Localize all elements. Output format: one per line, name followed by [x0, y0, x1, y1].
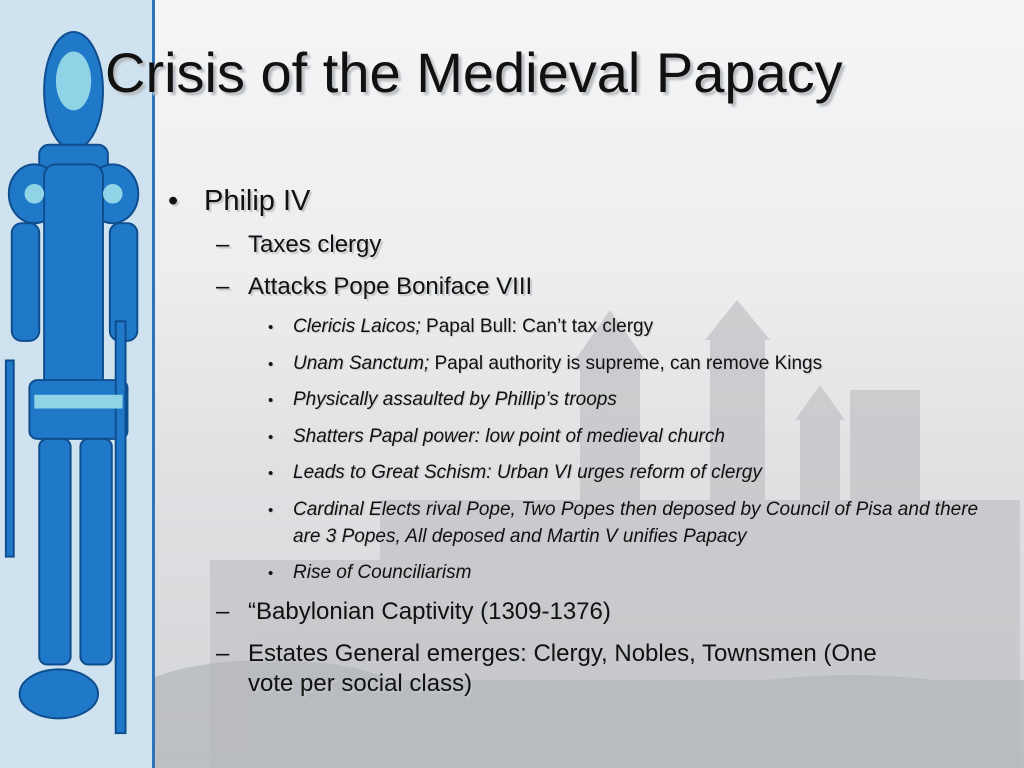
- bullet-marker: •: [268, 392, 274, 410]
- dash-marker: –: [216, 639, 230, 667]
- point-clericis-laicos: [160, 314, 1010, 341]
- knight-image-panel: [0, 0, 155, 768]
- point-italic-text: Unam Sanctum;: [293, 352, 430, 374]
- bullet-marker: •: [268, 428, 274, 446]
- point-italic-text: Physically assaulted by Phillip’s troops: [293, 389, 617, 411]
- point-physically-assaulted: [160, 387, 1010, 414]
- bullet-marker: •: [268, 501, 274, 519]
- subbullet-text: Attacks Pope Boniface VIII: [248, 273, 533, 300]
- point-italic-text: Shatters Papal power: low point of medieval church: [293, 425, 725, 447]
- bullet-marker: •: [268, 355, 274, 373]
- point-italic-text: Cardinal Elects rival Pope, Two Popes then deposed by Council of Pisa and there are 3 Popes, All deposed and Martin V unifies Papacy: [293, 498, 979, 547]
- point-text: Papal authority is supreme, can remove Kings: [429, 352, 823, 374]
- point-shatters-papal-power: [160, 424, 1010, 451]
- subbullet-attacks-boniface: [160, 272, 1010, 302]
- bullet-marker: •: [168, 185, 179, 217]
- subbullet-text: Estates General emerges: Clergy, Nobles, Townsmen (One vote per social class): [248, 639, 877, 697]
- subbullet-text: Taxes clergy: [248, 231, 382, 258]
- bullet-philip-iv: [160, 185, 1010, 218]
- bullet-marker: •: [268, 465, 274, 483]
- point-italic-text: Clericis Laicos;: [293, 316, 421, 337]
- subbullet-text: “Babylonian Captivity (1309-1376): [248, 597, 611, 625]
- point-unam-sanctum: [160, 351, 1010, 378]
- knight-figure-image: [0, 0, 152, 768]
- slide-title: Crisis of the Medieval Papacy: [105, 41, 843, 104]
- point-counciliarism: [160, 560, 1010, 587]
- subbullet-taxes-clergy: [160, 230, 1010, 260]
- bullet-marker: •: [268, 565, 274, 583]
- point-rival-pope: [160, 497, 998, 550]
- dash-marker: –: [216, 231, 230, 258]
- point-italic-text: Leads to Great Schism: Urban VI urges reform of clergy: [293, 462, 762, 484]
- subbullet-estates-general: [160, 639, 928, 699]
- subbullet-babylonian-captivity: [160, 597, 1010, 627]
- point-italic-text: Rise of Counciliarism: [293, 562, 472, 584]
- dash-marker: –: [216, 597, 230, 625]
- bullet-text: Philip IV: [204, 185, 311, 217]
- bullet-marker: •: [268, 319, 274, 336]
- dash-marker: –: [216, 273, 230, 300]
- slide-content: [160, 185, 1010, 711]
- point-great-schism: [160, 460, 1010, 487]
- point-text: Papal Bull: Can’t tax clergy: [420, 316, 654, 337]
